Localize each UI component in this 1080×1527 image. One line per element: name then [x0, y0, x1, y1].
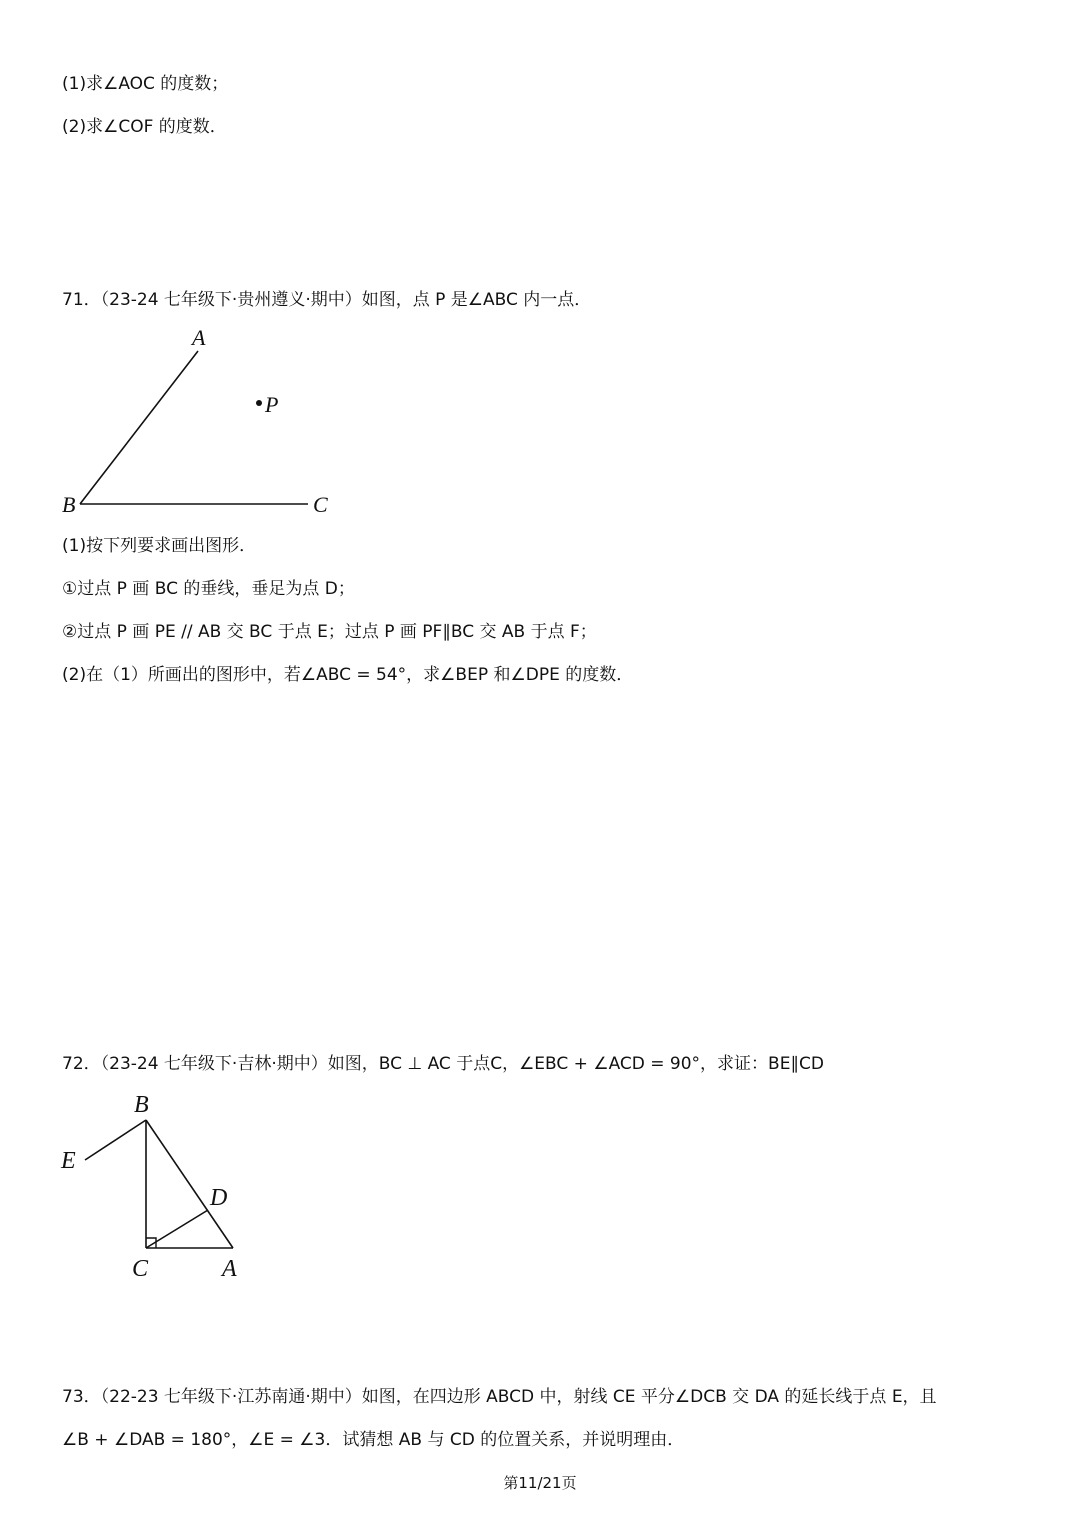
- q72-header: 72．（23-24 七年级下·吉林·期中）如图，BC ⊥ AC 于点C，∠EBC + ∠ACD = 90°，求证：BE∥CD: [62, 1054, 824, 1074]
- label-a: A: [192, 325, 206, 350]
- segment-ba: [146, 1120, 233, 1248]
- q71-part1a: ①过点 P 画 BC 的垂线，垂足为点 D；: [62, 579, 355, 599]
- q71-part2: (2)在（1）所画出的图形中，若∠ABC = 54°，求∠BEP 和∠DPE 的度数．: [62, 665, 634, 685]
- label-a: A: [222, 1256, 237, 1282]
- q73-header: 73．（22-23 七年级下·江苏南通·期中）如图，在四边形 ABCD 中，射线 CE 平分∠DCB 交 DA 的延长线于点 E，且: [62, 1387, 937, 1407]
- label-b: B: [62, 492, 76, 517]
- page-number: 第11/21页: [503, 1474, 577, 1492]
- label-p: P: [265, 392, 279, 417]
- segment-eb: [85, 1120, 146, 1160]
- q71-header: 71．（23-24 七年级下·贵州遵义·期中）如图，点 P 是∠ABC 内一点．: [62, 290, 592, 310]
- label-b: B: [134, 1092, 149, 1118]
- label-d: D: [210, 1185, 228, 1211]
- q71-part1: (1)按下列要求画出图形．: [62, 536, 257, 556]
- q70-part1: (1)求∠AOC 的度数；: [62, 74, 229, 94]
- q70-part2: (2)求∠COF 的度数．: [62, 117, 227, 137]
- label-c: C: [132, 1256, 149, 1282]
- label-c: C: [313, 492, 328, 517]
- label-e: E: [61, 1148, 76, 1174]
- q71-part1b: ②过点 P 画 PE // AB 交 BC 于点 E；过点 P 画 PF∥BC 交 AB 于点 F；: [62, 622, 597, 642]
- q73-line2: ∠B + ∠DAB = 180°，∠E = ∠3．试猜想 AB 与 CD 的位置关系，并说明理由．: [62, 1430, 685, 1450]
